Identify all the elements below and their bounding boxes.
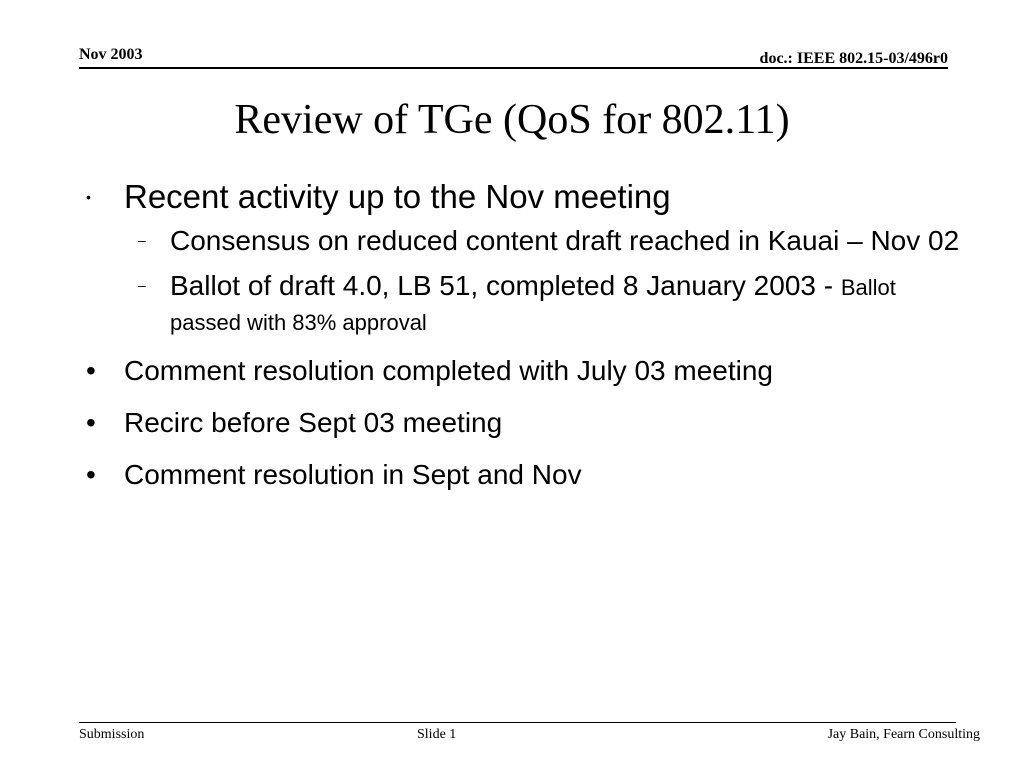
bullet-text: Recirc before Sept 03 meeting	[124, 407, 503, 438]
sub-bullet-text: Consensus on reduced content draft reached in Kauai – Nov 02	[170, 225, 960, 256]
header-doc-id: doc.: IEEE 802.15-03/496r0	[759, 50, 948, 67]
footer-divider	[79, 722, 956, 723]
bullet-item	[86, 351, 966, 391]
bullet-marker: •	[86, 407, 96, 438]
sub-bullet-text: Ballot of draft 4.0, LB 51, completed 8 January 2003 -	[170, 270, 841, 301]
slide-body	[86, 176, 966, 507]
bullet-marker: •	[86, 355, 96, 386]
sub-bullet-item	[86, 269, 966, 339]
sub-bullet-note: Ballot passed with 83% approval	[170, 275, 896, 335]
footer-slide-number: Slide 1	[417, 727, 457, 742]
bullet-marker: •	[86, 459, 96, 490]
bullet-item	[86, 176, 966, 218]
bullet-item	[86, 403, 966, 443]
bullet-text: Comment resolution completed with July 03 meeting	[124, 355, 773, 386]
slide-title: Review of TGe (QoS for 802.11)	[234, 97, 790, 143]
sub-bullet-marker: –	[138, 232, 146, 248]
footer-submission: Submission	[79, 727, 145, 742]
header-date: Nov 2003	[79, 46, 143, 63]
bullet-marker: •	[86, 189, 91, 205]
bullet-text: Recent activity up to the Nov meeting	[124, 178, 671, 215]
sub-bullet-marker: –	[138, 277, 146, 293]
footer-author: Jay Bain, Fearn Consulting	[827, 727, 980, 742]
bullet-text: Comment resolution in Sept and Nov	[124, 459, 582, 490]
sub-bullet-item	[86, 224, 966, 257]
header-divider	[79, 67, 948, 69]
bullet-item	[86, 455, 966, 495]
